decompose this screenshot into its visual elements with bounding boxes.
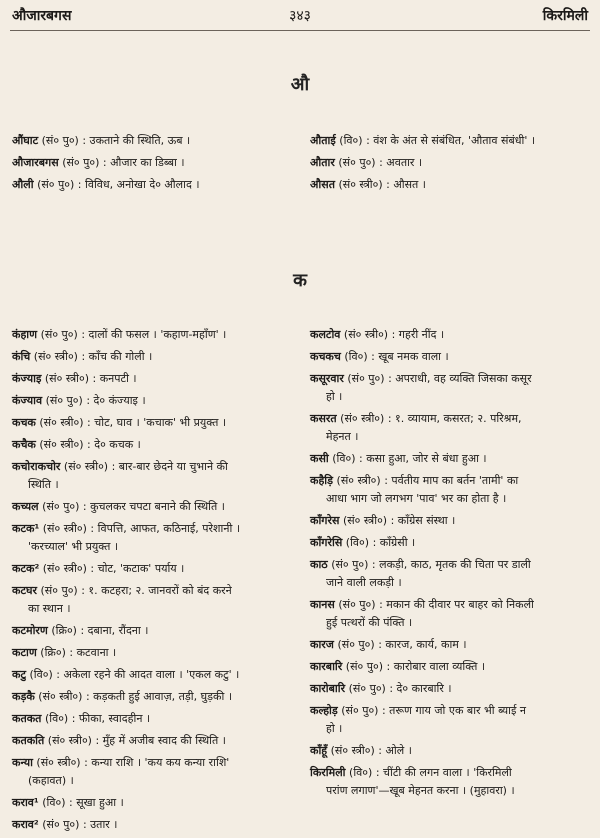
entry-headword: काठ xyxy=(310,558,328,571)
entry-grammar: (सं० पु०) xyxy=(42,818,80,831)
entry-definition: : मुँह में अजीब स्वाद की स्थिति । xyxy=(95,734,226,747)
entry-headword: कतकति xyxy=(12,734,45,747)
entry-definition: : १. व्यायाम, कसरत; २. परिश्रम, xyxy=(387,412,522,425)
entry-grammar: (सं० पु०) xyxy=(37,178,75,191)
entry-grammar: (सं० स्त्री०) xyxy=(338,178,383,191)
dictionary-entry xyxy=(12,176,288,194)
entry-definition-continued: मेहनत । xyxy=(326,430,359,443)
entry-grammar: (सं० पु०) xyxy=(338,598,376,611)
entry-headword: कानस xyxy=(310,598,335,611)
entry-definition: : चोट, घाव । 'कचाक' भी प्रयुक्त । xyxy=(87,416,227,429)
dictionary-entry xyxy=(12,732,288,750)
dictionary-entry xyxy=(310,742,586,760)
page-number: ३४३ xyxy=(289,8,311,24)
entry-grammar: (सं० पु०) xyxy=(45,394,83,407)
entry-headword: काँहूँ xyxy=(310,744,328,757)
entry-definition: : दालों की फसल । 'कहाण-महाँण' । xyxy=(81,328,227,341)
entry-headword: कलटोव xyxy=(310,328,341,341)
entry-definition: : अवतार । xyxy=(379,156,423,169)
entry-definition-continued: हुई पत्थरों की पंक्ति । xyxy=(326,616,413,629)
entry-definition: : कसा हुआ, जोर से बंधा हुआ । xyxy=(359,452,487,465)
entry-grammar: (वि०) xyxy=(344,350,368,363)
entry-grammar: (सं० स्त्री०) xyxy=(36,756,81,769)
entry-grammar: (सं० पु०) xyxy=(331,558,369,571)
entry-grammar: (सं० स्त्री०) xyxy=(343,328,389,341)
entry-grammar: (सं० स्त्री०) xyxy=(39,438,84,451)
entry-headword: औंघाट xyxy=(12,134,39,147)
entry-headword: औताई xyxy=(310,134,336,147)
entry-grammar: (वि०) xyxy=(42,796,66,809)
dictionary-entry xyxy=(310,680,586,698)
entry-definition: : उकताने की स्थिति, ऊब । xyxy=(82,134,191,147)
dictionary-entry xyxy=(12,754,288,790)
dictionary-entry xyxy=(310,326,586,344)
entry-definition: : काँच की गोली । xyxy=(81,350,153,363)
entry-grammar: (सं० स्त्री०) xyxy=(44,372,90,385)
entry-definition: : मकान की दीवार पर बाहर को निकली xyxy=(379,598,534,611)
entry-definition: : विविध, अनोखा दे० औलाद । xyxy=(77,178,200,191)
entry-headword: काँगरेसि xyxy=(310,536,343,549)
dictionary-entry xyxy=(310,370,586,406)
entry-definition: : कन्या राशि । 'कय कय कन्या राशि' xyxy=(84,756,230,769)
entry-headword: कंहाण xyxy=(12,328,38,341)
entry-headword: कंचि xyxy=(12,350,31,363)
dictionary-entry xyxy=(12,560,288,578)
dictionary-entry xyxy=(12,370,288,388)
dictionary-entry xyxy=(310,596,586,632)
dictionary-entry xyxy=(12,132,288,150)
entry-definition: : दबाना, रौंदना । xyxy=(80,624,149,637)
dictionary-entry xyxy=(12,154,288,172)
entry-definition: : काँग्रेस संस्था । xyxy=(390,514,456,527)
entry-headword: कारज xyxy=(310,638,334,651)
section-au-right-column xyxy=(310,132,586,198)
entry-definition: : दे० कचक । xyxy=(87,438,141,451)
entry-definition: : दे० कारबारि । xyxy=(389,682,452,695)
dictionary-entry xyxy=(12,644,288,662)
entry-grammar: (सं० पु०) xyxy=(62,156,100,169)
entry-headword: कतकत xyxy=(12,712,42,725)
entry-definition-continued: स्थिति । xyxy=(28,478,59,491)
dictionary-entry xyxy=(310,764,586,800)
entry-grammar: (सं० स्त्री०) xyxy=(33,350,78,363)
entry-definition: : सूखा हुआ । xyxy=(69,796,124,809)
dictionary-entry xyxy=(310,534,586,552)
entry-definition: : १. कटहरा; २. जानवरों को बंद करने xyxy=(81,584,232,597)
entry-grammar: (वि०) xyxy=(29,668,53,681)
dictionary-entry xyxy=(310,348,586,366)
entry-definition: : चोट, 'कटाक' पर्याय । xyxy=(90,562,185,575)
entry-grammar: (सं० पु०) xyxy=(42,500,80,513)
dictionary-entry xyxy=(12,414,288,432)
dictionary-entry xyxy=(12,392,288,410)
dictionary-entry xyxy=(12,348,288,366)
entry-definition: : फीका, स्वादहीन । xyxy=(71,712,151,725)
entry-grammar: (सं० पु०) xyxy=(348,682,386,695)
entry-definition: : लकड़ी, काठ, मृतक की चिता पर डाली xyxy=(371,558,531,571)
entry-definition: : गहरी नींद । xyxy=(391,328,445,341)
dictionary-entry xyxy=(12,666,288,684)
dictionary-entry xyxy=(12,498,288,516)
entry-headword: कारबारि xyxy=(310,660,343,673)
entry-headword: औली xyxy=(12,178,34,191)
entry-grammar: (सं० स्त्री०) xyxy=(342,514,388,527)
entry-headword: कटमोरण xyxy=(12,624,48,637)
entry-headword: कल्होड़ xyxy=(310,704,338,717)
entry-definition-continued: आधा भाग जो लगभग 'पाव' भर का होता है । xyxy=(326,492,507,505)
entry-grammar: (सं० स्त्री०) xyxy=(336,474,381,487)
dictionary-entry xyxy=(310,132,586,150)
entry-grammar: (सं० पु०) xyxy=(337,638,375,651)
entry-headword: कचकच xyxy=(310,350,341,363)
entry-headword: कंज्याइ xyxy=(12,372,42,385)
entry-grammar: (सं० स्त्री०) xyxy=(42,522,87,535)
header-rule xyxy=(10,30,590,31)
entry-headword: कराव¹ xyxy=(12,796,39,809)
entry-definition: : कुचलकर चपटा बनाने की स्थिति । xyxy=(82,500,225,513)
dictionary-entry xyxy=(12,622,288,640)
entry-definition: : औजार का डिब्बा । xyxy=(102,156,185,169)
entry-grammar: (सं० स्त्री०) xyxy=(47,734,92,747)
dictionary-entry xyxy=(310,556,586,592)
entry-grammar: (सं० स्त्री०) xyxy=(330,744,375,757)
entry-headword: कहैड़ि xyxy=(310,474,334,487)
entry-grammar: (सं० पु०) xyxy=(345,660,383,673)
entry-definition-continued: हो । xyxy=(326,390,343,403)
entry-definition-continued: (कहावत) । xyxy=(28,774,74,787)
entry-grammar: (सं० स्त्री०) xyxy=(63,460,109,473)
entry-headword: कटु xyxy=(12,668,26,681)
entry-definition-continued: का स्थान । xyxy=(28,602,71,615)
entry-grammar: (क्रि०) xyxy=(51,624,77,637)
entry-grammar: (सं० पु०) xyxy=(338,156,376,169)
entry-definition: : काँग्रेसी । xyxy=(372,536,416,549)
entry-definition: : उतार । xyxy=(82,818,118,831)
entry-headword: कड़कै xyxy=(12,690,35,703)
dictionary-entry xyxy=(310,658,586,676)
dictionary-entry xyxy=(12,436,288,454)
entry-definition: : पर्वतीय माप का बर्तन 'तामी' का xyxy=(384,474,519,487)
section-letter-au: औ xyxy=(290,74,310,95)
dictionary-entry xyxy=(310,472,586,508)
entry-grammar: (क्रि०) xyxy=(40,646,66,659)
entry-definition: : ओले । xyxy=(378,744,412,757)
entry-definition: : कटवाना । xyxy=(69,646,117,659)
dictionary-entry xyxy=(310,154,586,172)
entry-grammar: (सं० स्त्री०) xyxy=(340,412,385,425)
header-first-word: औजारबगस xyxy=(12,8,72,24)
entry-grammar: (सं० स्त्री०) xyxy=(38,690,83,703)
entry-grammar: (वि०) xyxy=(349,766,373,779)
entry-headword: कराव² xyxy=(12,818,39,831)
dictionary-entry xyxy=(310,512,586,530)
page-header xyxy=(12,6,588,28)
section-letter-ka: क xyxy=(293,270,307,291)
entry-definition-continued: जाने वाली लकड़ी । xyxy=(326,576,402,589)
section-ka-left-column xyxy=(12,326,288,838)
entry-definition: : बार-बार छेदने या चुभाने की xyxy=(111,460,228,473)
entry-headword: कटाण xyxy=(12,646,37,659)
entry-headword: कसी xyxy=(310,452,329,465)
dictionary-entry xyxy=(310,410,586,446)
entry-headword: कारोबारि xyxy=(310,682,346,695)
entry-definition: : तरूण गाय जो एक बार भी ब्याई न xyxy=(381,704,527,717)
entry-headword: कचोराकचोर xyxy=(12,460,61,473)
entry-headword: कटक¹ xyxy=(12,522,40,535)
entry-definition-continued: हो । xyxy=(326,722,343,735)
entry-grammar: (सं० स्त्री०) xyxy=(42,562,87,575)
dictionary-entry xyxy=(12,582,288,618)
entry-grammar: (सं० पु०) xyxy=(347,372,385,385)
entry-definition-continued: 'करच्याल' भी प्रयुक्त । xyxy=(28,540,119,553)
entry-grammar: (वि०) xyxy=(339,134,363,147)
entry-headword: किरमिली xyxy=(310,766,346,779)
entry-headword: कटघर xyxy=(12,584,37,597)
entry-definition: : कनपटी । xyxy=(92,372,137,385)
entry-headword: कन्या xyxy=(12,756,33,769)
entry-grammar: (वि०) xyxy=(345,536,370,549)
dictionary-entry xyxy=(310,702,586,738)
entry-headword: कचक xyxy=(12,416,36,429)
entry-headword: कचैक xyxy=(12,438,36,451)
entry-definition: : विपत्ति, आफत, कठिनाई, परेशानी । xyxy=(90,522,240,535)
entry-definition: : कड़कती हुई आवाज़, तड़ी, घुड़की । xyxy=(85,690,232,703)
dictionary-entry xyxy=(12,794,288,812)
dictionary-entry xyxy=(310,176,586,194)
dictionary-entry xyxy=(12,816,288,834)
entry-headword: कसरत xyxy=(310,412,337,425)
entry-grammar: (सं० पु०) xyxy=(40,328,78,341)
entry-headword: कच्यल xyxy=(12,500,39,513)
entry-headword: औतार xyxy=(310,156,335,169)
entry-definition: : कारज, कार्य, काम । xyxy=(378,638,467,651)
entry-headword: कटक² xyxy=(12,562,40,575)
entry-definition: : चींटी की लगन वाला । 'किरमिली xyxy=(375,766,512,779)
entry-headword: कंज्याव xyxy=(12,394,43,407)
dictionary-entry xyxy=(12,326,288,344)
dictionary-entry xyxy=(12,710,288,728)
entry-definition: : अकेला रहने की आदत वाला । 'एकल कटु' । xyxy=(56,668,240,681)
dictionary-entry xyxy=(310,450,586,468)
entry-grammar: (सं० स्त्री०) xyxy=(39,416,84,429)
dictionary-entry xyxy=(12,688,288,706)
section-au-left-column xyxy=(12,132,288,198)
entry-definition: : अपराधी, वह व्यक्ति जिसका कसूर xyxy=(388,372,532,385)
header-last-word: किरमिली xyxy=(542,8,588,24)
dictionary-entry xyxy=(12,458,288,494)
entry-headword: कसूरवार xyxy=(310,372,344,385)
entry-definition: : वंश के अंत से संबंधित, 'औताव संबंधी' । xyxy=(366,134,536,147)
entry-headword: औसत xyxy=(310,178,335,191)
entry-headword: औजारबगस xyxy=(12,156,59,169)
entry-grammar: (सं० पु०) xyxy=(41,134,79,147)
section-ka-right-column xyxy=(310,326,586,804)
entry-grammar: (वि०) xyxy=(332,452,356,465)
dictionary-entry xyxy=(310,636,586,654)
entry-grammar: (वि०) xyxy=(44,712,69,725)
entry-grammar: (सं० पु०) xyxy=(40,584,78,597)
dictionary-entry xyxy=(12,520,288,556)
entry-definition-continued: परांण लगाण'—खूब मेहनत करना । (मुहावरा) । xyxy=(326,784,515,797)
entry-grammar: (सं० पु०) xyxy=(341,704,379,717)
entry-headword: काँगरेस xyxy=(310,514,340,527)
entry-definition: : खूब नमक वाला । xyxy=(371,350,449,363)
entry-definition: : औसत । xyxy=(386,178,426,191)
entry-definition: : दे० कंज्याइ । xyxy=(86,394,146,407)
entry-definition: : कारोबार वाला व्यक्ति । xyxy=(386,660,486,673)
